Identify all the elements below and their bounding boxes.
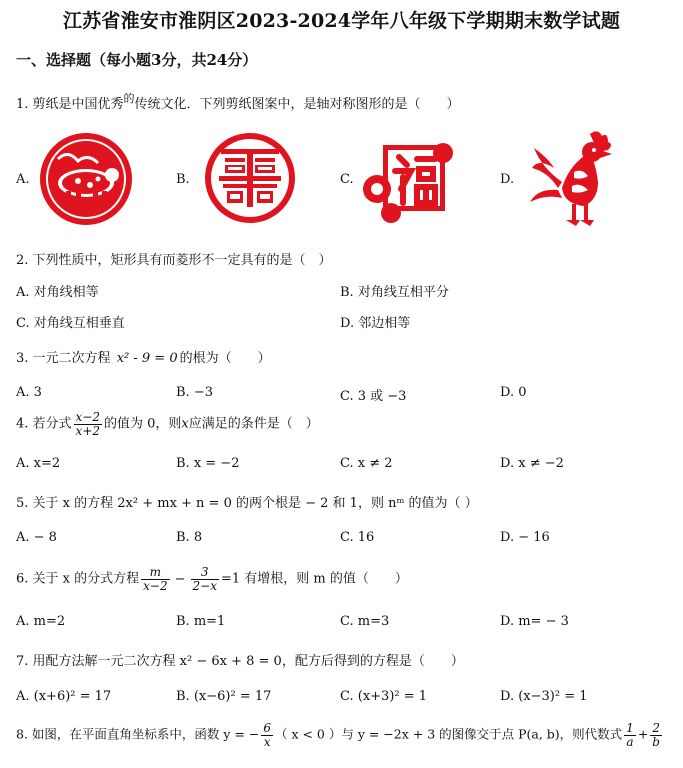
ox-papercut-icon	[38, 131, 134, 227]
q2-option-d: D. 邻边相等	[340, 316, 411, 331]
q5-option-c: C. 16	[340, 530, 375, 545]
q8-fraction-1: $\frac{6}{x}$	[263, 721, 271, 749]
question-6-stem: 6. 关于 x 的分式方程 $\frac{m}{x-2}$ − $\frac{3}{2-x}$ =1 有增根，则 m 的值（ ）	[16, 565, 408, 593]
q4-fraction: $\frac{x-2}{x+2}$	[75, 410, 101, 438]
q6-option-d: D. m= − 3	[500, 614, 569, 629]
question-8-stem: 8. 如图，在平面直角坐标系中，函数 y = − $\frac{6}{x}$ （ x < 0 ）与 y = −2x + 3 的图像交于点 P(a, b)，则代数式 $\frac{1}{a}$ + $\frac{2}{b}$	[16, 721, 660, 749]
fu-character-papercut-icon	[361, 131, 459, 227]
q7-option-c: C. (x+3)² = 1	[340, 689, 428, 704]
q1-option-a-label: A.	[16, 172, 30, 187]
q3-option-a: A. 3	[16, 385, 42, 400]
question-2-stem: 2. 下列性质中，矩形具有而菱形不一定具有的是（ ）	[16, 253, 332, 268]
question-1-stem: 1. 剪纸是中国优秀$^的$传统文化．下列剪纸图案中，是轴对称图形的是（ ）	[16, 92, 460, 112]
q4-option-d: D. x ≠ −2	[500, 456, 564, 471]
question-3-stem: 3. 一元二次方程 x² - 9 = 0 的根为（ ）	[16, 351, 271, 366]
q5-option-d: D. − 16	[500, 530, 550, 545]
q7-option-a: A. (x+6)² = 17	[16, 689, 112, 704]
q2-option-b: B. 对角线互相平分	[340, 285, 449, 300]
question-5-stem: 5. 关于 x 的方程 2x² + mx + n = 0 的两个根是 − 2 和 1，则 nᵐ 的值为（ ）	[16, 496, 478, 511]
q2-option-a: A. 对角线相等	[16, 285, 99, 300]
q3-equation: x² - 9 = 0	[116, 351, 178, 366]
q4-option-b: B. x = −2	[176, 456, 240, 471]
q5-option-a: A. − 8	[16, 530, 57, 545]
question-4-stem: 4. 若分式 $\frac{x-2}{x+2}$ 的值为 0，则x应满足的条件是（ ）	[16, 410, 319, 438]
q4-option-c: C. x ≠ 2	[340, 456, 393, 471]
q4-option-a: A. x=2	[16, 456, 61, 471]
q6-option-c: C. m=3	[340, 614, 390, 629]
q1-option-b-label: B.	[176, 172, 190, 187]
q6-fraction-2: $\frac{3}{2-x}$	[192, 565, 217, 593]
rooster-papercut-icon	[528, 128, 624, 230]
question-7-stem: 7. 用配方法解一元二次方程 x² − 6x + 8 = 0，配方后得到的方程是（ ）	[16, 654, 464, 669]
page-title: 江苏省淮安市淮阴区2023-2024学年八年级下学期期末数学试题	[62, 10, 621, 32]
q7-option-b: B. (x−6)² = 17	[176, 689, 272, 704]
q7-option-d: D. (x−3)² = 1	[500, 689, 588, 704]
q1-option-d-label: D.	[500, 172, 515, 187]
q8-fraction-3: $\frac{2}{b}$	[652, 721, 660, 749]
q8-fraction-2: $\frac{1}{a}$	[626, 721, 634, 749]
q5-option-b: B. 8	[176, 530, 203, 545]
q3-option-b: B. −3	[176, 385, 213, 400]
q6-option-a: A. m=2	[16, 614, 66, 629]
section-heading: 一、选择题（每小题3分，共24分）	[16, 51, 258, 69]
q6-fraction-1: $\frac{m}{x-2}$	[143, 565, 168, 593]
q3-option-c: C. 3 或 −3	[340, 389, 407, 404]
q1-option-c-label: C.	[340, 172, 354, 187]
q2-option-c: C. 对角线互相垂直	[16, 316, 125, 331]
q6-option-b: B. m=1	[176, 614, 226, 629]
double-happiness-papercut-icon	[203, 131, 297, 225]
q3-option-d: D. 0	[500, 385, 527, 400]
